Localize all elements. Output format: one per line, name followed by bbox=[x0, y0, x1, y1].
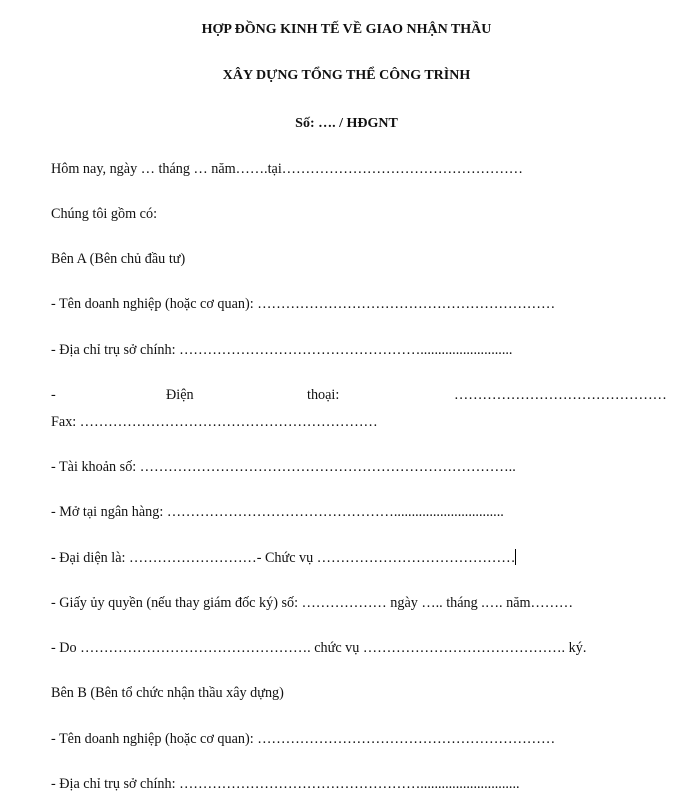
party-b-company-name: - Tên doanh nghiệp (hoặc cơ quan): ……………………………………………………… bbox=[51, 731, 556, 747]
party-a-heading: Bên A (Bên chủ đầu tư) bbox=[51, 251, 186, 267]
text-cursor bbox=[515, 549, 516, 565]
party-a-authorization: - Giấy ủy quyền (nếu thay giám đốc ký) số: ……………… ngày ….. tháng .…. năm……… bbox=[51, 595, 574, 611]
party-a-bank: - Mở tại ngân hàng: …………………………………………............................... bbox=[51, 504, 504, 520]
party-a-address: - Địa chỉ trụ sở chính: …………………………………………….......................... bbox=[51, 342, 513, 358]
party-b-heading: Bên B (Bên tổ chức nhận thầu xây dựng) bbox=[51, 685, 284, 701]
date-line: Hôm nay, ngày … tháng … năm…….tại…………………………………………… bbox=[51, 161, 523, 177]
contract-number: Số: …. / HĐGNT bbox=[295, 116, 398, 131]
party-a-representative-text: - Đại diện là: ………………………- Chức vụ …………………………………… bbox=[51, 550, 516, 566]
party-a-phone-dash: - bbox=[51, 387, 56, 403]
party-a-signed-by: - Do …………………………………………. chức vụ ……………………………………. ký. bbox=[51, 640, 587, 656]
party-a-representative bbox=[51, 549, 516, 567]
party-a-company-name: - Tên doanh nghiệp (hoặc cơ quan): ……………………………………………………… bbox=[51, 296, 556, 312]
contract-title-line2: XÂY DỰNG TỔNG THỂ CÔNG TRÌNH bbox=[222, 68, 471, 83]
intro-line: Chúng tôi gồm có: bbox=[51, 206, 158, 222]
party-a-phone-dots: ……………………………………… bbox=[454, 387, 667, 403]
party-b-address: - Địa chỉ trụ sở chính: ……………………………………………............................ bbox=[51, 776, 520, 792]
contract-title-line1: HỢP ĐỒNG KINH TẾ VỀ GIAO NHẬN THẦU bbox=[201, 22, 492, 37]
party-a-account: - Tài khoản số: …………………………………………………………………….. bbox=[51, 459, 516, 475]
party-a-phone-word2: thoại: bbox=[307, 387, 340, 403]
party-a-fax: Fax: ……………………………………………………… bbox=[51, 414, 378, 430]
party-a-phone-word1: Điện bbox=[166, 387, 194, 403]
